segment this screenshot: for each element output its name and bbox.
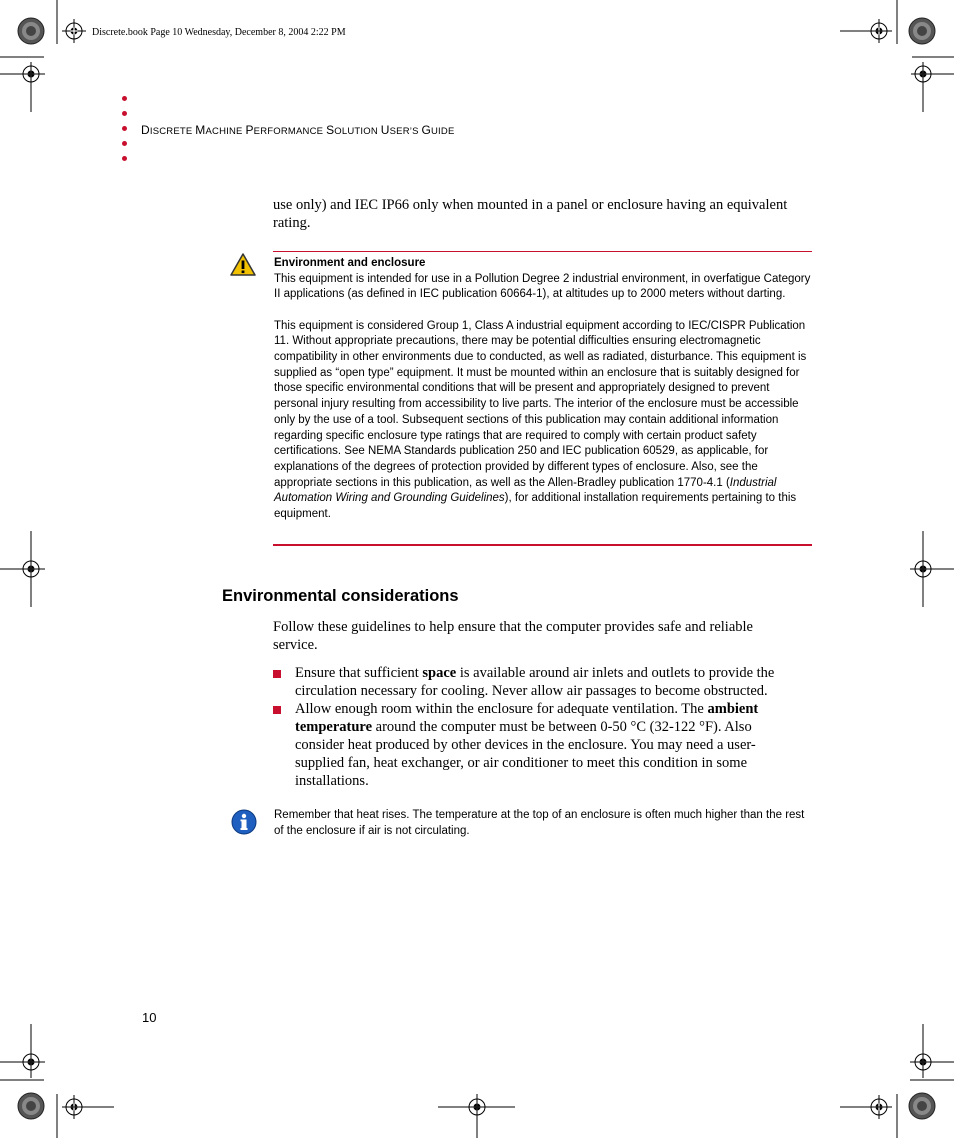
running-head-part: SER’S — [389, 126, 422, 137]
warning-p2-italic: Industrial Automation Wiring and Grounding Guidelines — [274, 476, 777, 505]
warning-bottom-rule — [273, 544, 812, 546]
page-number: 10 — [142, 1010, 157, 1025]
intro-paragraph: use only) and IEC IP66 only when mounted in a panel or enclosure having an equivalent rating. — [273, 197, 788, 231]
guideline-list — [273, 664, 793, 790]
margin-dot — [122, 111, 127, 116]
running-head-part: D — [141, 123, 150, 137]
warning-title: Environment and enclosure — [274, 257, 426, 269]
margin-dot — [122, 126, 127, 131]
running-head-part: OLUTION — [334, 126, 381, 137]
margin-dot — [122, 96, 127, 101]
bullet-bold: ambient temperature — [295, 701, 759, 735]
margin-dots — [122, 96, 130, 171]
info-note: Remember that heat rises. The temperature at the top of an enclosure is often much higher than the rest of the enclosure if air is not circulating. — [274, 809, 805, 837]
warning-top-rule — [273, 251, 812, 252]
running-head-part: S — [326, 123, 335, 137]
margin-dot — [122, 141, 127, 146]
warning-p2-tail: ), for additional installation requirements pertaining to this equipment. — [274, 492, 797, 521]
bullet-text: around the computer must be between 0-50 °C (32-122 °F). Also consider heat produced by other devices in the enclosure. You may need a user-supplied fan, heat exchanger, or air conditioner to meet this condition in some installations. — [295, 719, 756, 789]
running-head — [141, 123, 455, 137]
bullet-text: is available around air inlets and outlets to provide the circulation necessary for cooling. Never allow air passages to become obstructed. — [295, 665, 775, 699]
section-heading: Environmental considerations — [222, 587, 459, 605]
warning-paragraph-1: This equipment is intended for use in a Pollution Degree 2 industrial environment, in overfatigue Category II applications (as defined in IEC publication 60664-1), at altitudes up to 2000 meters without darting. — [274, 272, 811, 301]
running-head-part: ERFORMANCE — [253, 126, 327, 137]
bullet-square-icon — [273, 706, 281, 714]
running-head-part: UIDE — [431, 126, 455, 137]
running-head-part: M — [195, 123, 206, 137]
section-intro: Follow these guidelines to help ensure that the computer provides safe and reliable service. — [273, 619, 753, 653]
running-head-part: G — [421, 123, 431, 137]
bullet-square-icon — [273, 670, 281, 678]
running-head-part: ISCRETE — [149, 126, 196, 137]
bullet-bold: space — [422, 665, 457, 681]
warning-icon — [229, 252, 257, 278]
running-head-part: ACHINE — [205, 126, 246, 137]
running-head-part: U — [380, 123, 390, 137]
info-icon — [231, 809, 257, 835]
list-item — [273, 700, 793, 790]
margin-dot — [122, 156, 127, 161]
warning-note — [274, 256, 812, 523]
warning-p2-text: This equipment is considered Group 1, Class A industrial equipment according to IEC/CISPR Publication 11. Without appropriate precautions, there may be potential difficulties ensuring electromagnetic compatibility in other environments due to conducted, as well as radiated, disturbance. This equipment is supplied as “open type” equipment. It must be mounted within an enclosure that is suitably designed for those specific environmental conditions that will be present and appropriately designed to prevent personal injury resulting from accessibility to live parts. The interior of the enclosure must be accessible only by the use of a tool. Subsequent sections of this publication may contain additional information regarding specific enclosure type ratings that are required to comply with certain product safety certifications. See NEMA Standards publication 250 and IEC publication 60529, as applicable, for explanations of the degrees of protection provided by different types of enclosure. Also, see the appropriate sections in this publication, as well as the Allen-Bradley publication 1770-4.1 ( — [274, 319, 807, 489]
bullet-text: Ensure that sufficient — [295, 665, 423, 681]
slug-line: Discrete.book Page 10 Wednesday, December 8, 2004 2:22 PM — [92, 27, 346, 38]
list-item — [273, 664, 793, 700]
bullet-text: Allow enough room within the enclosure for adequate ventilation. The — [295, 701, 708, 717]
warning-paragraph-2 — [274, 319, 812, 523]
running-head-part: P — [245, 123, 254, 137]
